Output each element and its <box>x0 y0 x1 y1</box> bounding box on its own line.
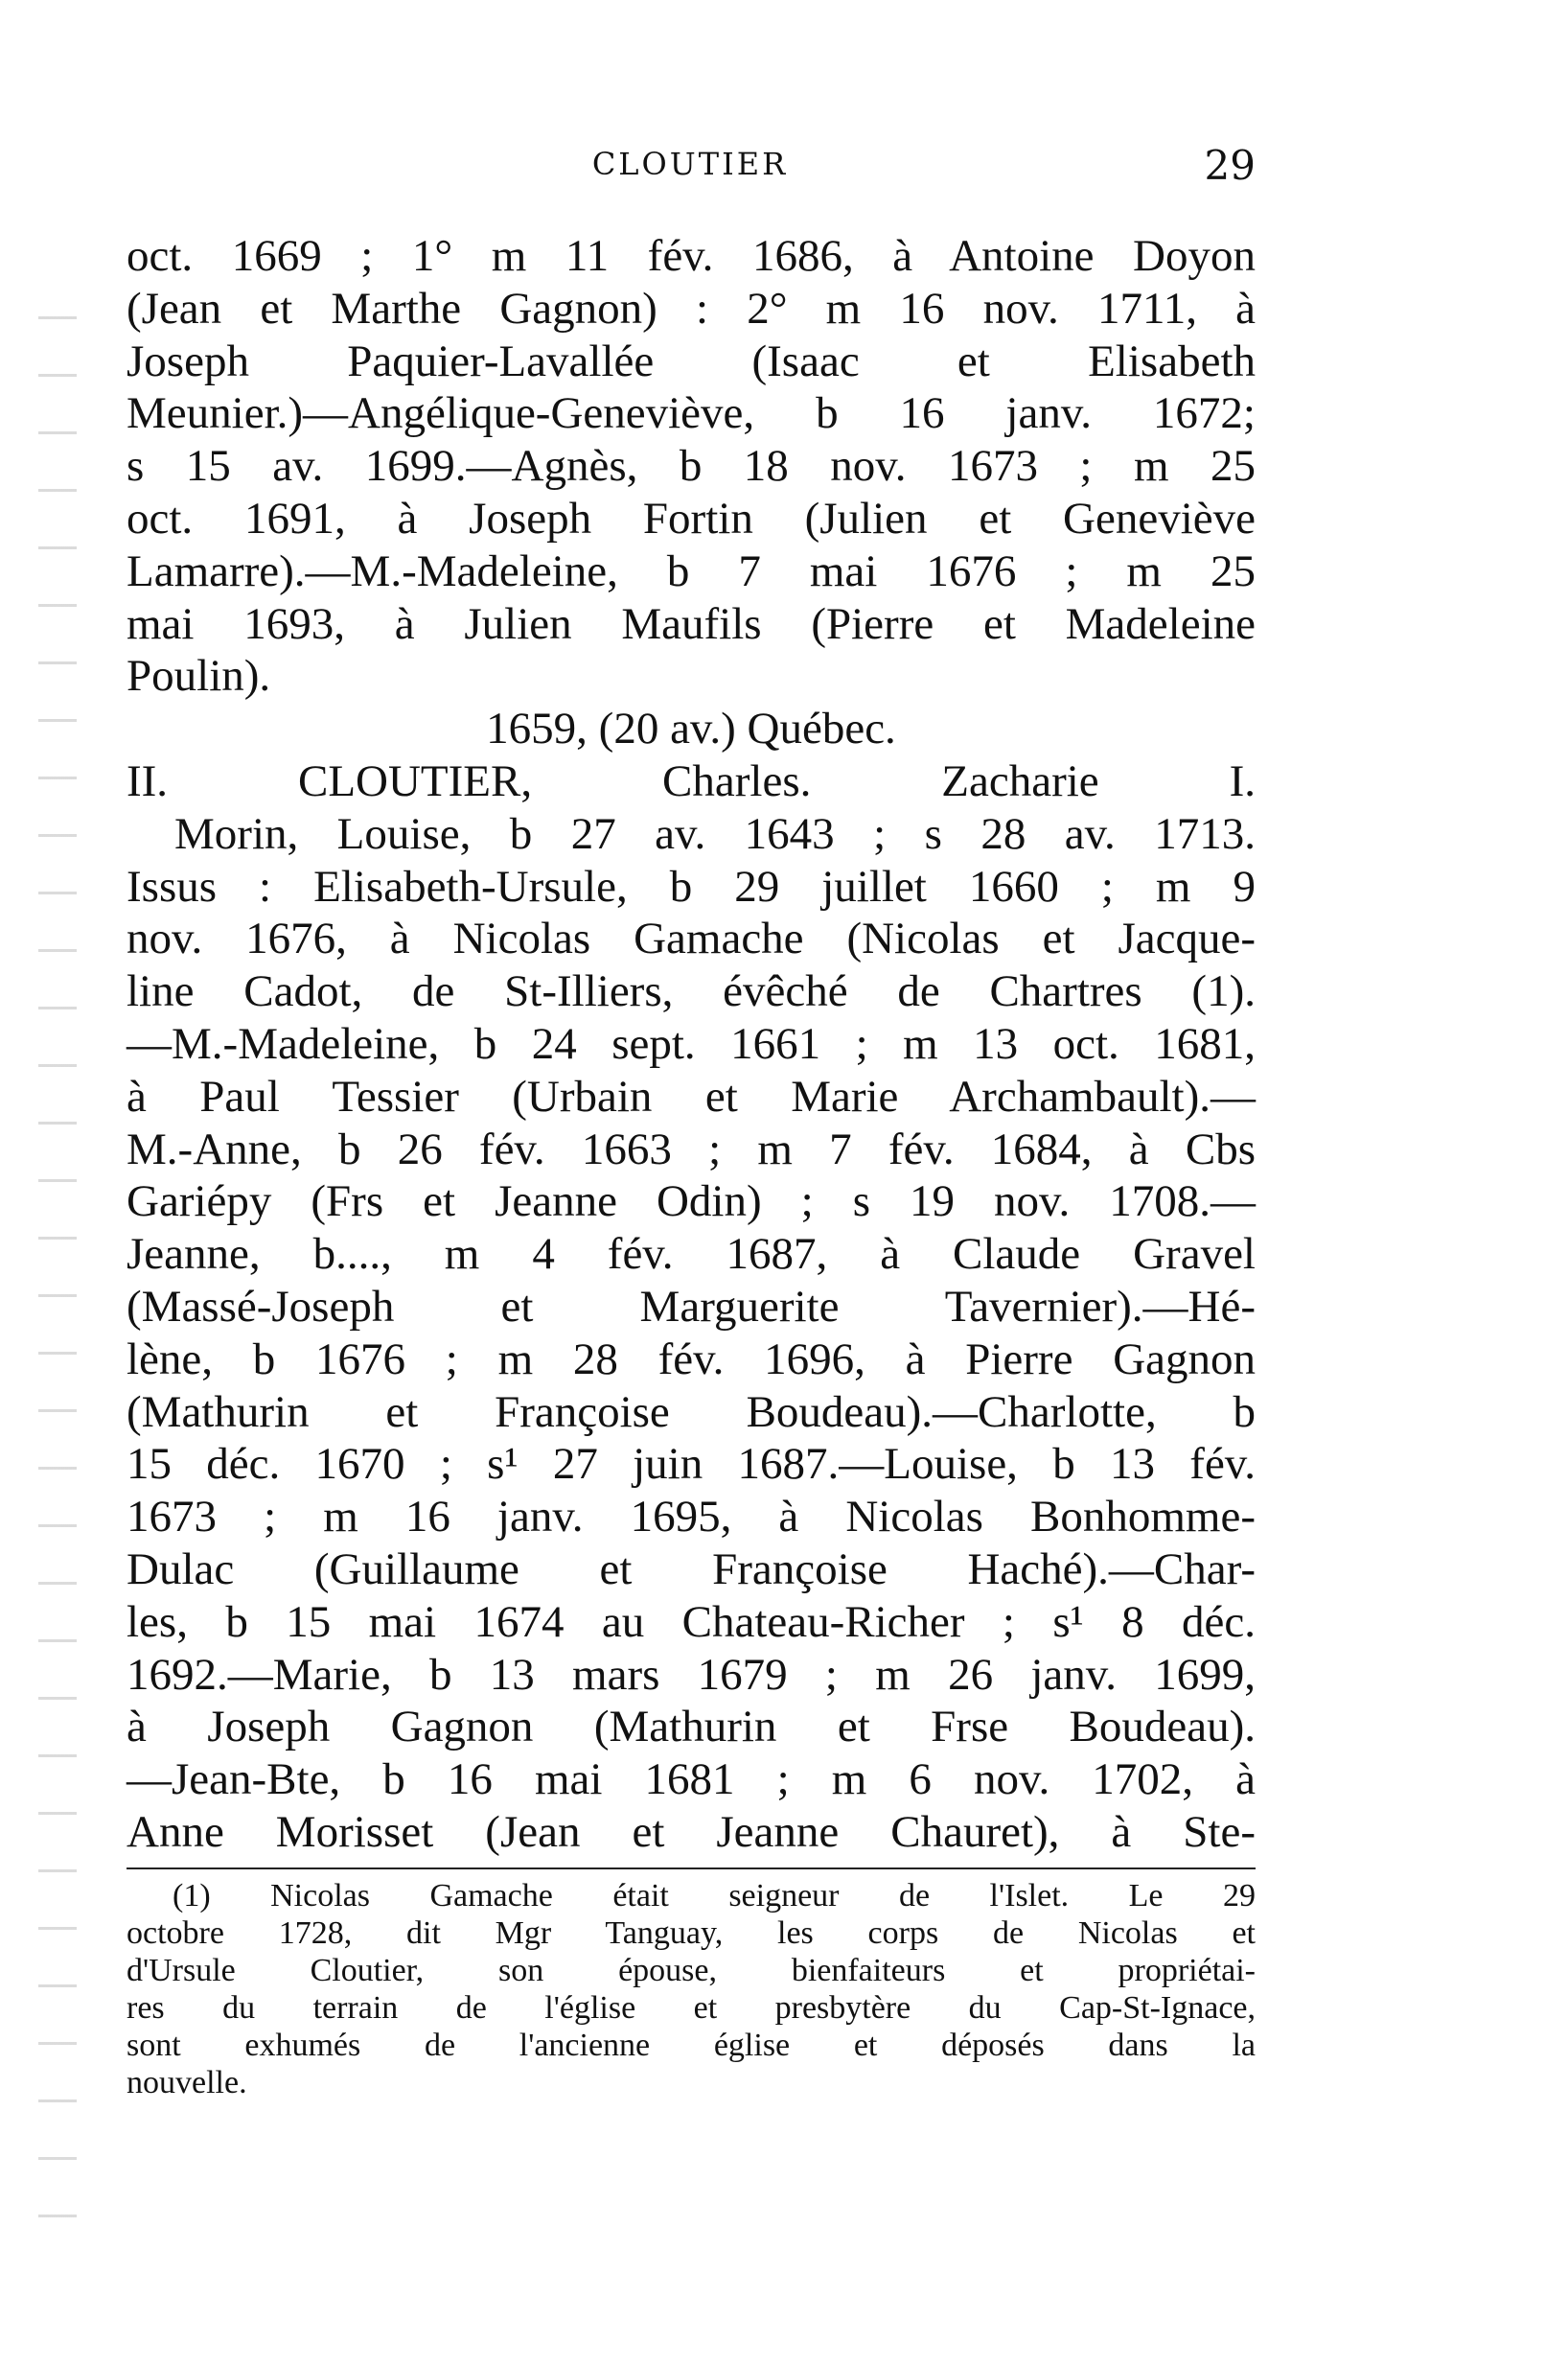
body-line: (Jean et Marthe Gagnon) : 2° m 16 nov. 1711, à <box>127 283 1256 334</box>
footnote-line: nouvelle. <box>127 2065 247 2100</box>
footnote-line: octobre 1728, dit Mgr Tanguay, les corps de Nicolas et <box>127 1915 1256 1951</box>
entry-line: (Massé-Joseph et Marguerite Tavernier).—Hé- <box>127 1281 1256 1332</box>
footnote-line: res du terrain de l'église et presbytère du Cap-St-Ignace, <box>127 1990 1256 2026</box>
entry-line: Anne Morisset (Jean et Jeanne Chauret), à Ste- <box>127 1806 1256 1857</box>
entry-head-name: II. CLOUTIER, Charles. <box>127 755 812 806</box>
entry-line: —Jean-Bte, b 16 mai 1681 ; m 6 nov. 1702, à <box>127 1754 1256 1805</box>
entry-line: 1692.—Marie, b 13 mars 1679 ; m 26 janv. 1699, <box>127 1649 1256 1700</box>
body-text <box>127 230 1256 1859</box>
entry-line: 1673 ; m 16 janv. 1695, à Nicolas Bonhomme- <box>127 1492 1256 1543</box>
body-line: Meunier.)—Angélique-Geneviève, b 16 janv. 1672; <box>127 388 1256 439</box>
entry-line: les, b 15 mai 1674 au Chateau-Richer ; s¹ 8 déc. <box>127 1596 1256 1647</box>
entry-head <box>127 755 1256 808</box>
body-line: oct. 1669 ; 1° m 11 fév. 1686, à Antoine Doyon <box>127 231 1256 281</box>
entry-line: —M.-Madeleine, b 24 sept. 1661 ; m 13 oct. 1681, <box>127 1018 1256 1069</box>
footnote <box>127 1877 1256 2101</box>
entry-line: Morin, Louise, b 27 av. 1643 ; s 28 av. 1713. <box>174 808 1256 859</box>
body-line: oct. 1691, à Joseph Fortin (Julien et Geneviève <box>127 493 1256 544</box>
entry-line: Issus : Elisabeth-Ursule, b 29 juillet 1660 ; m 9 <box>127 861 1256 912</box>
running-head <box>125 142 1256 190</box>
body-line: mai 1693, à Julien Maufils (Pierre et Madeleine <box>127 598 1256 649</box>
body-line: Joseph Paquier-Lavallée (Isaac et Elisabeth <box>127 336 1256 386</box>
entry-line: à Joseph Gagnon (Mathurin et Frse Boudeau). <box>127 1702 1256 1752</box>
dateline: 1659, (20 av.) Québec. <box>486 704 896 754</box>
entry-line: lène, b 1676 ; m 28 fév. 1696, à Pierre Gagnon <box>127 1334 1256 1384</box>
entry-line: Jeanne, b...., m 4 fév. 1687, à Claude Gravel <box>127 1229 1256 1280</box>
running-title: CLOUTIER <box>591 146 789 182</box>
entry-head-parent: Zacharie I. <box>941 755 1256 806</box>
entry-line: Gariépy (Frs et Jeanne Odin) ; s 19 nov. 1708.— <box>127 1176 1256 1227</box>
page-number: 29 <box>1204 142 1256 189</box>
entry-line: line Cadot, de St-Illiers, évêché de Chartres (1). <box>127 966 1256 1017</box>
body-line: Poulin). <box>127 651 271 702</box>
entry-line: (Mathurin et Françoise Boudeau).—Charlotte, b <box>127 1386 1256 1437</box>
entry-line: nov. 1676, à Nicolas Gamache (Nicolas et Jacque- <box>127 914 1256 964</box>
footnote-line: d'Ursule Cloutier, son épouse, bienfaiteurs et propriétai- <box>127 1953 1256 1988</box>
entry-line: à Paul Tessier (Urbain et Marie Archambault).— <box>127 1071 1256 1122</box>
body-line: Lamarre).—M.-Madeleine, b 7 mai 1676 ; m 25 <box>127 545 1256 596</box>
scan-margin-artifacts <box>38 288 77 2253</box>
body-line: s 15 av. 1699.—Agnès, b 18 nov. 1673 ; m 25 <box>127 441 1256 492</box>
footnote-rule <box>127 1867 1256 1869</box>
entry-line: M.-Anne, b 26 fév. 1663 ; m 7 fév. 1684, à Cbs <box>127 1124 1256 1174</box>
footnote-line: sont exhumés de l'ancienne église et déposés dans la <box>127 2028 1256 2063</box>
footnote-line: (1) Nicolas Gamache était seigneur de l'Islet. Le 29 <box>173 1878 1256 1914</box>
entry-line: 15 déc. 1670 ; s¹ 27 juin 1687.—Louise, b 13 fév. <box>127 1439 1256 1490</box>
entry-line: Dulac (Guillaume et Françoise Haché).—Char- <box>127 1543 1256 1594</box>
